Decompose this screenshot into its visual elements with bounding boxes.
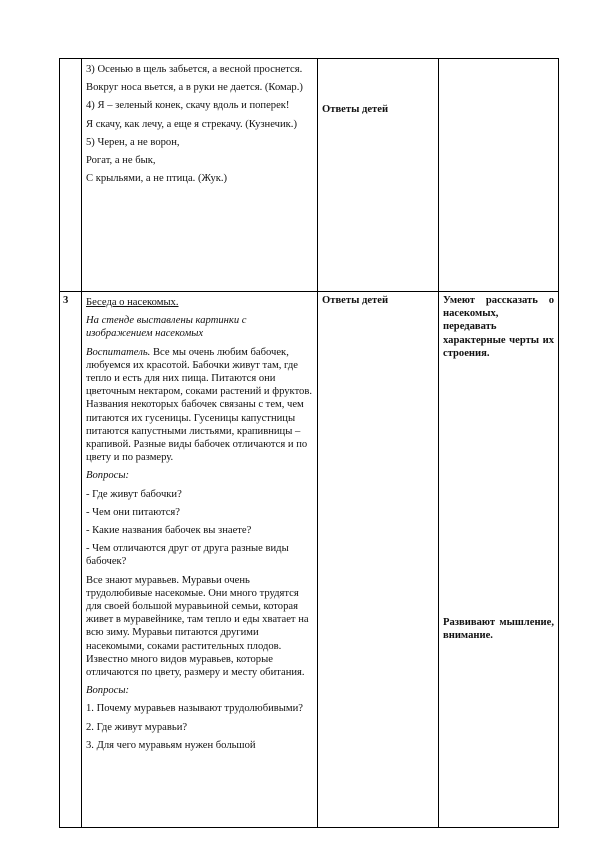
step-number-cell: 3 — [60, 292, 82, 828]
table-row — [60, 292, 559, 828]
riddle-line: 3) Осенью в щель забьется, а весной проснется. — [86, 64, 303, 75]
question-line: - Чем отличаются друг от друга разные виды бабочек? — [86, 543, 289, 568]
skills-cell — [439, 59, 559, 292]
stand-note: На стенде выставлены картинки с изображением насекомых — [86, 315, 247, 340]
question-line: 3. Для чего муравьям нужен большой — [86, 739, 256, 751]
riddle-line: Вокруг носа вьется, а в руки не дается. (Комар.) — [86, 82, 303, 94]
children-answers-cell: Ответы детей — [318, 59, 439, 292]
step-number-cell — [60, 59, 82, 292]
children-answers-cell: Ответы детей — [318, 292, 439, 828]
riddle-line: С крыльями, а не птица. (Жук.) — [86, 173, 228, 185]
question-line: 1. Почему муравьев называют трудолюбивыми? — [86, 703, 303, 715]
skills-cell — [439, 292, 559, 828]
riddle-line: Я скачу, как лечу, а еще я стрекачу. (Кузнечик.) — [86, 118, 297, 130]
question-line: 2. Где живут муравьи? — [86, 721, 188, 733]
question-line: - Чем они питаются? — [86, 506, 181, 518]
riddle-line: 5) Черен, а не ворон, — [86, 136, 180, 148]
teacher-label: Воспитатель. — [86, 346, 151, 358]
teacher-paragraph — [86, 346, 313, 465]
skills-text: Развивают мышление, внимание. — [443, 617, 554, 642]
conversation-cell — [82, 292, 318, 828]
riddles-cell — [82, 59, 318, 292]
question-line: - Где живут бабочки? — [86, 488, 182, 500]
riddle-line: Рогат, а не бык, — [86, 155, 156, 167]
riddle-line: 4) Я – зеленый конек, скачу вдоль и поперек! — [86, 100, 290, 112]
ants-paragraph: Все знают муравьев. Муравьи очень трудолюбивые насекомые. Они много трудятся для своей большой муравьиной семьи, которая живет в муравейнике, там тепло и еды хватает на всю зиму. Муравьи питаются другими насекомыми, соками растительных плодов. Известно много видов муравьев, которые отличаются по цвету, размеру и месту обитания. — [86, 574, 309, 679]
teacher-text: Все мы очень любим бабочек, любуемся их красотой. Бабочки живут там, где тепло и есть для них пища. Питаются они цветочным нектаром, соками растений и фруктов. Названия некоторых бабочек связаны с тем, чем питаются их гусеницы. Гусеницы капустницы питаются капустными листьями, крапивницы – крапивой. Разные виды бабочек отличаются и по цвету и по размеру. — [86, 346, 313, 464]
section-title: Беседа о насекомых. — [86, 297, 179, 308]
questions-label: Вопросы: — [86, 685, 130, 697]
skills-text: Умеют рассказать о насекомых, передавать характерные черты их строения. — [443, 295, 554, 359]
questions-label: Вопросы: — [86, 470, 130, 482]
table-row — [60, 59, 559, 292]
question-line: - Какие названия бабочек вы знаете? — [86, 525, 252, 537]
lesson-plan-table — [59, 58, 559, 828]
